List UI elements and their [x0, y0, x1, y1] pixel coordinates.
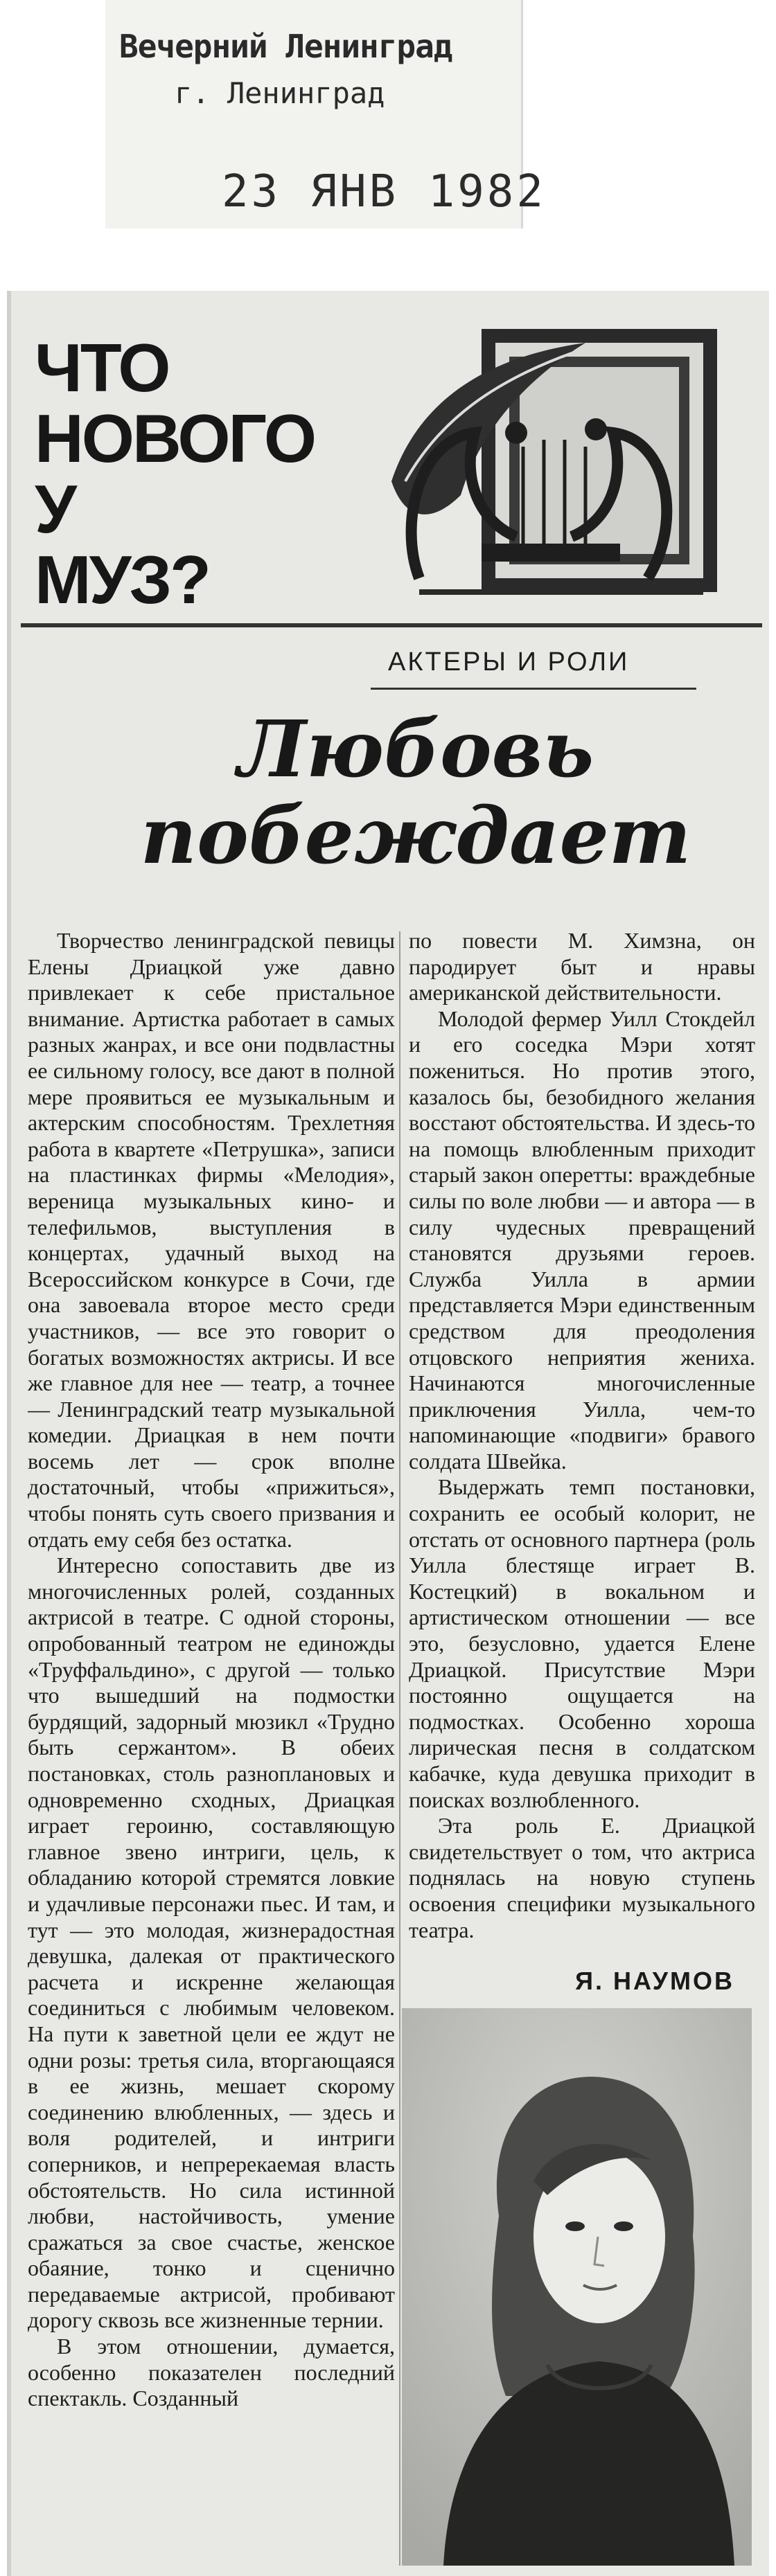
lyre-feather-icon [378, 315, 731, 613]
headline-line: побеждает [140, 791, 691, 882]
rubric-title-line: НОВОГО [35, 400, 315, 476]
paragraph: Молодой фермер Уилл Стокдейл и его соседка Мэри хотят пожениться. Но против этого, казалось бы, безобидного желания восстают обстоятельства. И здесь-то на помощь влюбленным приходит старый закон оперетты: враждебные силы по воле любви — и автора — в силу чудесных превращений становятся друзьями героев. Служба Уилла в армии представляется Мэри единственным средством для преодоления отцовского неприятия жениха. Начинаются многочисленные приключения Уилла, чем-то напоминающие «подвиги» бравого солдата Швейка. [409, 1005, 755, 1474]
headline-line: Любовь [237, 704, 594, 795]
date-stamp: 23 ЯНВ 1982 [222, 166, 546, 217]
stamp-city: г. Ленинград [175, 76, 385, 110]
paragraph: Эта роль Е. Дриацкой свидетельствует о том, что актриса поднялась на новую ступень освоения специфики музыкального театра. [409, 1813, 755, 1942]
article-column-right [409, 928, 755, 1953]
rubric-title [35, 330, 360, 618]
stamp-newspaper-name: Вечерний Ленинград [119, 28, 452, 65]
author-byline: Я. НАУМОВ [575, 1967, 734, 1995]
paragraph: Интересно сопоставить две из многочисленных ролей, созданных актрисой в театре. С одной стороны, опробованный театром не единожды «Труффальдино», с другой — только что вышедший на подмостки бурдящий, задорный мюзикл «Трудно быть сержантом». В обеих постановках, столь разноплановых и одновременно сходных, Дриацкая играет героиню, составляющую главное звено интриги, цель, к обладанию которой стремятся ловкие и удачливые персонажи пьес. И там, и тут — это молодая, жизнерадостная девушка, далекая от практического расчета и искренне желающая соединиться с любимым человеком. На пути к заветной цели ее ждут не одни розы: третья сила, вторгающаяся в ее жизнь, мешает скорому соединению влюбленных, — здесь и воля родителей, и интриги соперников, и непререкаемая власть обстоятельств. Но сила истинной любви, настойчивость, умение сражаться за свое счастье, женское обаяние, тонко и сценично передаваемые актрисой, пробивают дорогу сквозь все жизненные тернии. [28, 1553, 395, 2333]
column-divider [399, 931, 400, 2566]
rubric-title-line: У [35, 471, 75, 547]
paragraph: В этом отношении, думается, особенно показателен последний спектакль. Созданный [28, 2334, 395, 2411]
section-label: АКТЕРЫ И РОЛИ [388, 647, 630, 677]
actress-portrait-photo [402, 2008, 752, 2566]
rubric-title-line: МУЗ? [35, 542, 209, 618]
article-headline [139, 704, 693, 882]
section-divider [371, 688, 696, 690]
paragraph: по повести М. Химзна, он пародирует быт и нравы американской действительности. [409, 928, 755, 1005]
rubric-divider [21, 623, 762, 627]
paragraph: Выдержать темп постановки, сохранить ее особый колорит, не отстать от основного партнера (роль Уилла блестяще играет В. Костецкий) в вокальном и артистическом отношении — все это, безусловно, удается Елене Дриацкой. Присутствие Мэри постоянно ощущается на подмостках. Особенно хороша лирическая песня в солдатском кабачке, куда девушка приходит в поисках возлюбленного. [409, 1474, 755, 1812]
rubric-title-line: ЧТО [35, 330, 169, 406]
article-column-left [28, 928, 395, 2569]
paragraph: Творчество ленинградской певицы Елены Дриацкой уже давно привлекает к себе пристальное внимание. Артистка работает в самых разных жанрах, и все они подвластны ее сильному голосу, все дают в полной мере проявиться ее музыкальным и актерским способностям. Трехлетняя работа в квартете «Петрушка», записи на пластинках фирмы «Мелодия», вереница музыкальных кино- и телефильмов, выступления в концертах, удачный выход на Всероссийском конкурсе в Сочи, где она завоевала второе место среди участников, — все это говорит о богатых возможностях актрисы. И все же главное для нее — театр, а точнее — Ленинградский театр музыкальной комедии. Дриацкая в нем почти восемь лет — срок вполне достаточный, чтобы «прижиться», чтобы понять суть своего призвания и отдать ему себя без остатка. [28, 928, 395, 1552]
